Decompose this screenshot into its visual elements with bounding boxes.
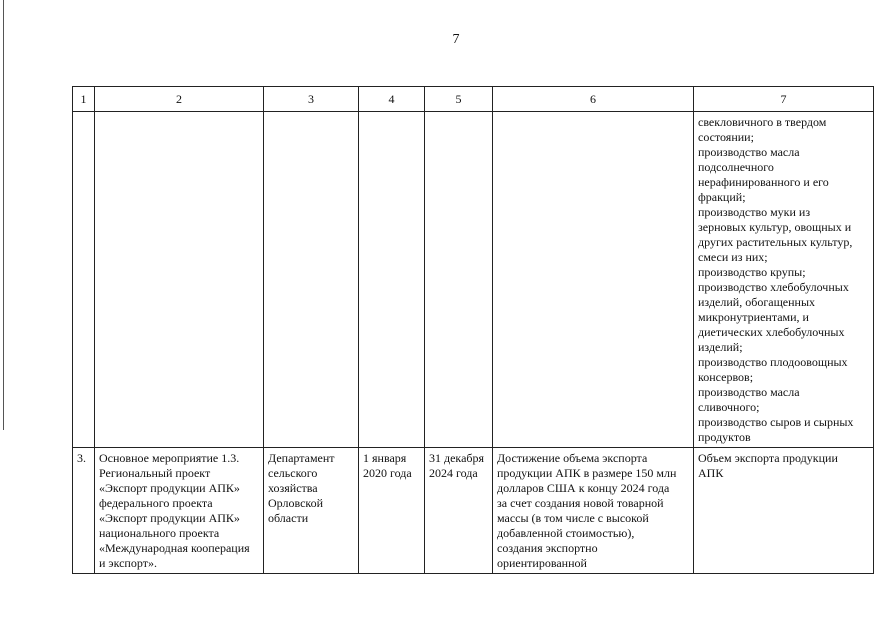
column-number-6: 6 bbox=[493, 87, 694, 112]
column-number-4: 4 bbox=[359, 87, 425, 112]
expected-result-cell bbox=[493, 112, 694, 448]
end-date-cell: 31 декабря 2024 года bbox=[425, 448, 493, 574]
table-row bbox=[73, 448, 874, 574]
indicator-cell: Объем экспорта продукции АПК bbox=[694, 448, 874, 574]
end-date-cell bbox=[425, 112, 493, 448]
column-number-3: 3 bbox=[264, 87, 359, 112]
column-number-1: 1 bbox=[73, 87, 95, 112]
column-number-7: 7 bbox=[694, 87, 874, 112]
page-number: 7 bbox=[452, 32, 460, 47]
column-number-5: 5 bbox=[425, 87, 493, 112]
executor-cell bbox=[264, 112, 359, 448]
scan-edge-line bbox=[3, 0, 4, 430]
indicator-cell: свекловичного в твердом состоянии; производство масла подсолнечного нерафинированного и его фракций; производство муки из зерновых культур, овощных и других растительных культур, смеси из них; производство крупы; производство хлебобулочных изделий, обогащенных микронутриентами, и диетических хлебобулочных изделий; производство плодоовощных консервов; производство масла сливочного; производство сыров и сырных продуктов bbox=[694, 112, 874, 448]
executor-cell: Департамент сельского хозяйства Орловской области bbox=[264, 448, 359, 574]
start-date-cell: 1 января 2020 года bbox=[359, 448, 425, 574]
column-number-row bbox=[73, 87, 874, 112]
row-number-cell bbox=[73, 112, 95, 448]
measures-table bbox=[72, 86, 874, 574]
row-number-cell: 3. bbox=[73, 448, 95, 574]
measure-name-cell bbox=[95, 112, 264, 448]
start-date-cell bbox=[359, 112, 425, 448]
expected-result-cell: Достижение объема экспорта продукции АПК в размере 150 млн долларов США к концу 2024 года за счет создания новой товарной массы (в том числе с высокой добавленной стоимостью), создания экспортно ориентированной bbox=[493, 448, 694, 574]
measure-name-cell: Основное мероприятие 1.3. Региональный проект «Экспорт продукции АПК» федерального проекта «Экспорт продукции АПК» национального проекта «Международная кооперация и экспорт». bbox=[95, 448, 264, 574]
table-row bbox=[73, 112, 874, 448]
column-number-2: 2 bbox=[95, 87, 264, 112]
